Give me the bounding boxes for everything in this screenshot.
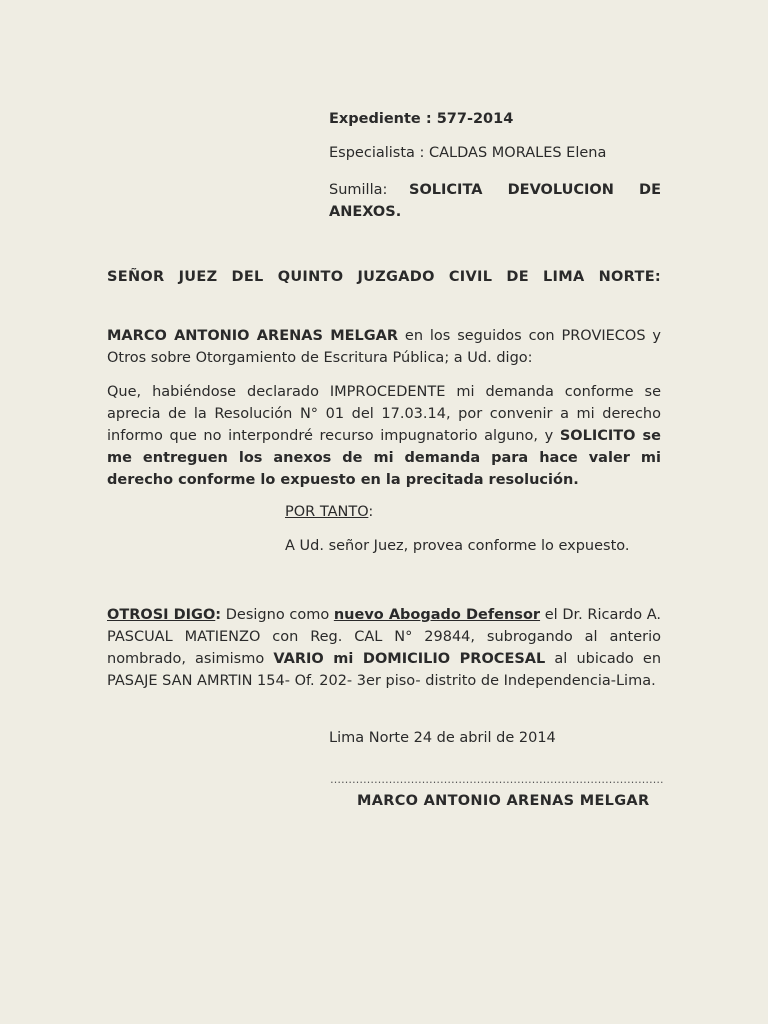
request-text: Que, habiéndose declarado IMPROCEDENTE mi demanda conforme se aprecia de la Resolución N° 01 del 17.03.14, por convenir a mi derecho informo que no interpondré recurso impugnatorio alguno, y — [107, 384, 661, 444]
otrosi-text-2: el Dr. Ricardo A. PASCUAL MATIENZO con Reg. CAL N° 29844, subrogando al anterio nombrado, asimismo — [107, 607, 662, 667]
por-tanto-heading — [285, 504, 373, 520]
otrosi-colon: : — [215, 607, 222, 623]
signature-name: MARCO ANTONIO ARENAS MELGAR — [357, 793, 650, 809]
sumilla-word: DE — [639, 182, 661, 198]
intro-paragraph — [107, 325, 661, 369]
otrosi-text-3: al ubicado en PASAJE SAN AMRTIN 154- Of. 202- 3er piso- distrito de Independencia-Lima. — [107, 651, 662, 689]
intro-text: en los seguidos con PROVIECOS y Otros sobre Otorgamiento de Escritura Pública; a Ud. digo: — [107, 328, 661, 366]
request-paragraph — [107, 381, 661, 491]
por-tanto-colon: : — [368, 504, 374, 520]
otrosi-label: OTROSI DIGO — [107, 607, 216, 623]
party-name: MARCO ANTONIO ARENAS MELGAR — [107, 328, 399, 344]
otrosi-bold-1: nuevo Abogado Defensor — [333, 607, 541, 623]
otrosi-text-1: Designo como — [225, 607, 330, 623]
sumilla-block — [329, 179, 661, 223]
especialista-value: CALDAS MORALES Elena — [429, 145, 607, 161]
por-tanto-body: A Ud. señor Juez, provea conforme lo expuesto. — [285, 538, 630, 554]
sumilla-word: DEVOLUCION — [507, 182, 614, 198]
por-tanto-label: POR TANTO — [285, 504, 369, 520]
addressee-heading: SEÑOR JUEZ DEL QUINTO JUZGADO CIVIL DE LIMA NORTE: — [107, 269, 661, 285]
otrosi-bold-2: VARIO mi DOMICILIO PROCESAL — [273, 651, 546, 667]
date-line: Lima Norte 24 de abril de 2014 — [329, 730, 556, 746]
signature-line: ………………………………………………………………………………. — [330, 773, 664, 786]
otrosi-paragraph — [107, 604, 661, 692]
expediente-value: 577-2014 — [436, 111, 514, 127]
especialista-label: Especialista : — [329, 145, 425, 161]
especialista-line — [329, 145, 606, 161]
sumilla-word: SOLICITA — [409, 182, 483, 198]
sumilla-line-1 — [329, 179, 661, 201]
expediente-line — [329, 111, 513, 127]
sumilla-value-line1 — [409, 179, 661, 201]
sumilla-value-line2: ANEXOS. — [329, 204, 402, 220]
expediente-label: Expediente — [329, 111, 421, 127]
request-bold-text: SOLICITO se me entreguen los anexos de mi demanda para hace valer mi derecho conforme lo expuesto en la precitada resolución. — [107, 428, 662, 488]
sumilla-label: Sumilla: — [329, 182, 388, 198]
expediente-separator: : — [425, 111, 432, 127]
